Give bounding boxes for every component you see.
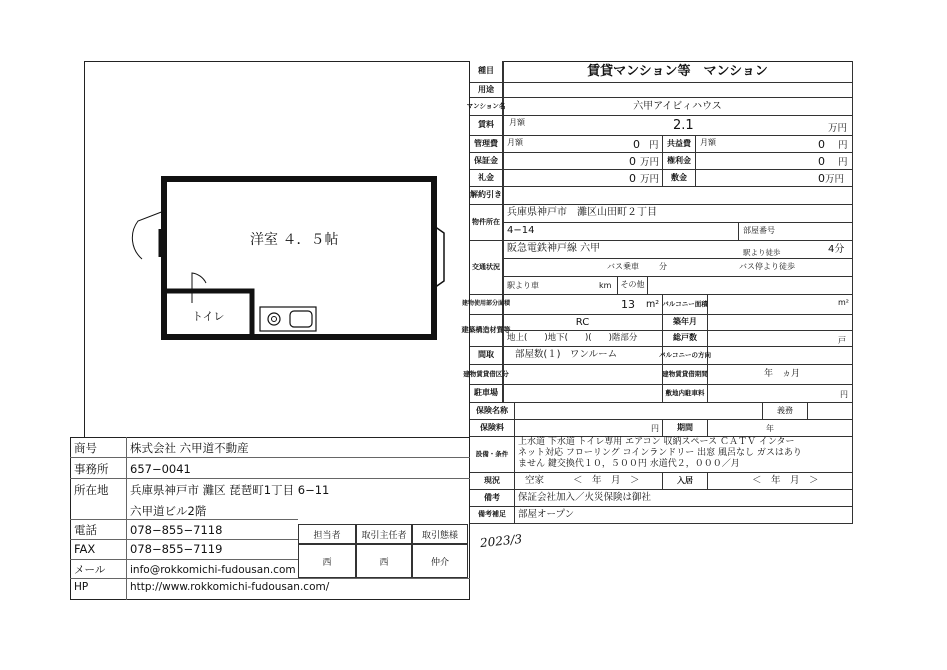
value-security-deposit: 0 bbox=[818, 172, 825, 185]
deposit-cell: 0 万円 bbox=[503, 153, 663, 170]
value-mansion-name: 六甲アイビィハウス bbox=[503, 98, 853, 116]
value-status-date: ＜ 年 月 ＞ bbox=[573, 475, 640, 486]
label-gratuity: 礼金 bbox=[470, 170, 503, 187]
stamp-header-broker: 取引主任者 bbox=[356, 524, 412, 544]
label-cancellation: 解約引き bbox=[470, 187, 503, 205]
value-balcony-direction bbox=[708, 347, 853, 365]
room-label: 洋室 ４．５帖 bbox=[250, 232, 339, 248]
label-mansion-name: マンション名 bbox=[470, 98, 503, 116]
company-row-building: 六甲道ビル2階 bbox=[130, 504, 207, 518]
label-use: 用途 bbox=[470, 83, 503, 98]
value-notes: 保証会社加入／火災保険は御社 bbox=[515, 490, 853, 507]
label-deposit: 保証金 bbox=[470, 153, 503, 170]
value-remarks: 部屋オープン bbox=[515, 507, 853, 524]
value-gratuity: 0 bbox=[629, 172, 636, 185]
value-structure: RC bbox=[503, 315, 663, 331]
transport-car-cell: 駅より車 km bbox=[503, 277, 618, 295]
value-cancellation bbox=[503, 187, 853, 205]
value-obligation bbox=[808, 403, 853, 420]
company-row-homepage[interactable]: HP http://www.rokkomichi-fudousan.com/ bbox=[74, 581, 330, 593]
label-insurance-period: 期間 bbox=[663, 420, 708, 437]
value-train-line: 阪急電鉄神戸線 六甲 bbox=[507, 243, 601, 254]
value-floors: 地上( )地下( )( )階部分 bbox=[503, 331, 663, 347]
value-rent: 2.1 bbox=[673, 118, 694, 133]
label-management-fee: 管理費 bbox=[470, 136, 503, 153]
label-built-date: 築年月 bbox=[663, 315, 708, 331]
label-parking: 駐車場 bbox=[470, 385, 503, 403]
value-type: 賃貸マンション等 マンション bbox=[503, 61, 853, 83]
value-floor-area: 13 bbox=[621, 298, 635, 311]
insurance-period-cell: 年 bbox=[708, 420, 853, 437]
status-cell bbox=[515, 473, 663, 490]
value-key-money: 0 bbox=[818, 155, 825, 168]
label-rent: 賃料 bbox=[470, 116, 503, 136]
total-units-cell: 戸 bbox=[708, 331, 853, 347]
value-walk-minutes: 4分 bbox=[828, 244, 845, 255]
label-balcony-direction: バルコニーの方向 bbox=[663, 347, 708, 365]
value-status: 空家 bbox=[525, 475, 545, 486]
value-lease-type bbox=[503, 365, 663, 385]
management-fee-cell: 月額 0 円 bbox=[503, 136, 663, 153]
label-lease-type: 建物賃貸借区分 bbox=[470, 365, 503, 385]
value-address-line2: 4−14 bbox=[503, 223, 739, 241]
label-transport: 交通状況 bbox=[470, 241, 503, 295]
insurance-fee-cell: 円 bbox=[515, 420, 663, 437]
company-row-fax: FAX 078−855−7119 bbox=[74, 542, 223, 556]
move-in-cell bbox=[708, 473, 853, 490]
security-deposit-cell: 0 万円 bbox=[696, 170, 853, 187]
label-parking-fee: 敷地内駐車料 bbox=[663, 385, 708, 403]
value-deposit: 0 bbox=[629, 155, 636, 168]
transport-line-cell: 阪急電鉄神戸線 六甲 駅より徒歩 4分 bbox=[503, 241, 853, 259]
value-layout: 部屋数(１) ワンルーム bbox=[503, 347, 663, 365]
label-notes: 備考 bbox=[470, 490, 515, 507]
label-address: 物件所在 bbox=[470, 205, 503, 241]
label-structure: 建築構造材質等 bbox=[470, 315, 503, 347]
toilet-label: トイレ bbox=[192, 310, 225, 323]
label-type: 種目 bbox=[470, 61, 503, 83]
label-insurance-fee: 保険料 bbox=[470, 420, 515, 437]
stamp-value-deal-type: 仲介 bbox=[412, 544, 468, 578]
label-remarks: 備考補足 bbox=[470, 507, 515, 524]
handwritten-note: 2023/3 bbox=[479, 531, 523, 551]
value-management-fee: 0 bbox=[633, 138, 640, 151]
facilities-line-3: ません 鍵交換代１０，５００円 水道代２，０００／月 bbox=[518, 459, 740, 469]
value-insurer bbox=[515, 403, 763, 420]
label-balcony-area: バルコニー面積 bbox=[663, 295, 708, 315]
label-layout: 間取 bbox=[470, 347, 503, 365]
rent-cell: 月額 2.1 万円 bbox=[503, 116, 853, 136]
label-move-in: 入居 bbox=[663, 473, 708, 490]
facilities-cell bbox=[515, 437, 853, 473]
stamp-header-agent: 担当者 bbox=[298, 524, 356, 544]
label-total-units: 総戸数 bbox=[663, 331, 708, 347]
common-fee-cell: 月額 0 円 bbox=[696, 136, 853, 153]
balcony-area-cell: m² bbox=[708, 295, 853, 315]
label-lease-period: 建物賃貸借期間 bbox=[663, 365, 708, 385]
label-common-fee: 共益費 bbox=[663, 136, 696, 153]
company-row-name: 商号 株式会社 六甲道不動産 bbox=[74, 441, 249, 455]
value-move-in-date: ＜ 年 月 ＞ bbox=[752, 475, 819, 486]
transport-bus-cell: バス乗車 分 バス停より徒歩 bbox=[503, 259, 853, 277]
label-key-money: 権利金 bbox=[663, 153, 696, 170]
stamp-header-deal-type: 取引態様 bbox=[412, 524, 468, 544]
value-use bbox=[503, 83, 853, 98]
floor-area-cell: 13 m² bbox=[503, 295, 663, 315]
value-common-fee: 0 bbox=[818, 138, 825, 151]
floor-plan-drawing bbox=[84, 61, 470, 438]
value-other-transport bbox=[648, 277, 853, 295]
company-row-address: 所在地 兵庫県神戸市 灘区 琵琶町1丁目 6−11 bbox=[74, 483, 330, 497]
label-other-transport: その他 bbox=[618, 277, 648, 295]
key-money-cell: 0 円 bbox=[696, 153, 853, 170]
label-security-deposit: 敷金 bbox=[663, 170, 696, 187]
value-parking bbox=[503, 385, 663, 403]
facilities-line-1: 上水道 下水道 トイレ専用 エアコン 収納スペース ＣＡＴＶ インター bbox=[518, 437, 795, 447]
stamp-value-agent: 西 bbox=[298, 544, 356, 578]
label-facilities: 設備・条件 bbox=[470, 437, 515, 473]
value-lease-period: 年 ヵ月 bbox=[708, 365, 853, 385]
company-row-phone: 電話 078−855−7118 bbox=[74, 523, 223, 537]
label-status: 現況 bbox=[470, 473, 515, 490]
value-address-line1: 兵庫県神戸市 灘区山田町２丁目 bbox=[503, 205, 853, 223]
label-obligation: 義務 bbox=[763, 403, 808, 420]
label-room-number: 部屋番号 bbox=[739, 223, 853, 241]
gratuity-cell: 0 万円 bbox=[503, 170, 663, 187]
parking-fee-cell: 円 bbox=[708, 385, 853, 403]
company-row-email[interactable]: メール info@rokkomichi-fudousan.com bbox=[74, 564, 296, 576]
value-built-date bbox=[708, 315, 853, 331]
label-floor-area: 建物使用部分面積 bbox=[470, 295, 503, 315]
company-row-office: 事務所 657−0041 bbox=[74, 462, 191, 476]
label-insurer: 保険名称 bbox=[470, 403, 515, 420]
facilities-line-2: ネット対応 フローリング コインランドリー 出窓 風呂なし ガスはあり bbox=[518, 448, 802, 458]
stamp-value-broker: 西 bbox=[356, 544, 412, 578]
